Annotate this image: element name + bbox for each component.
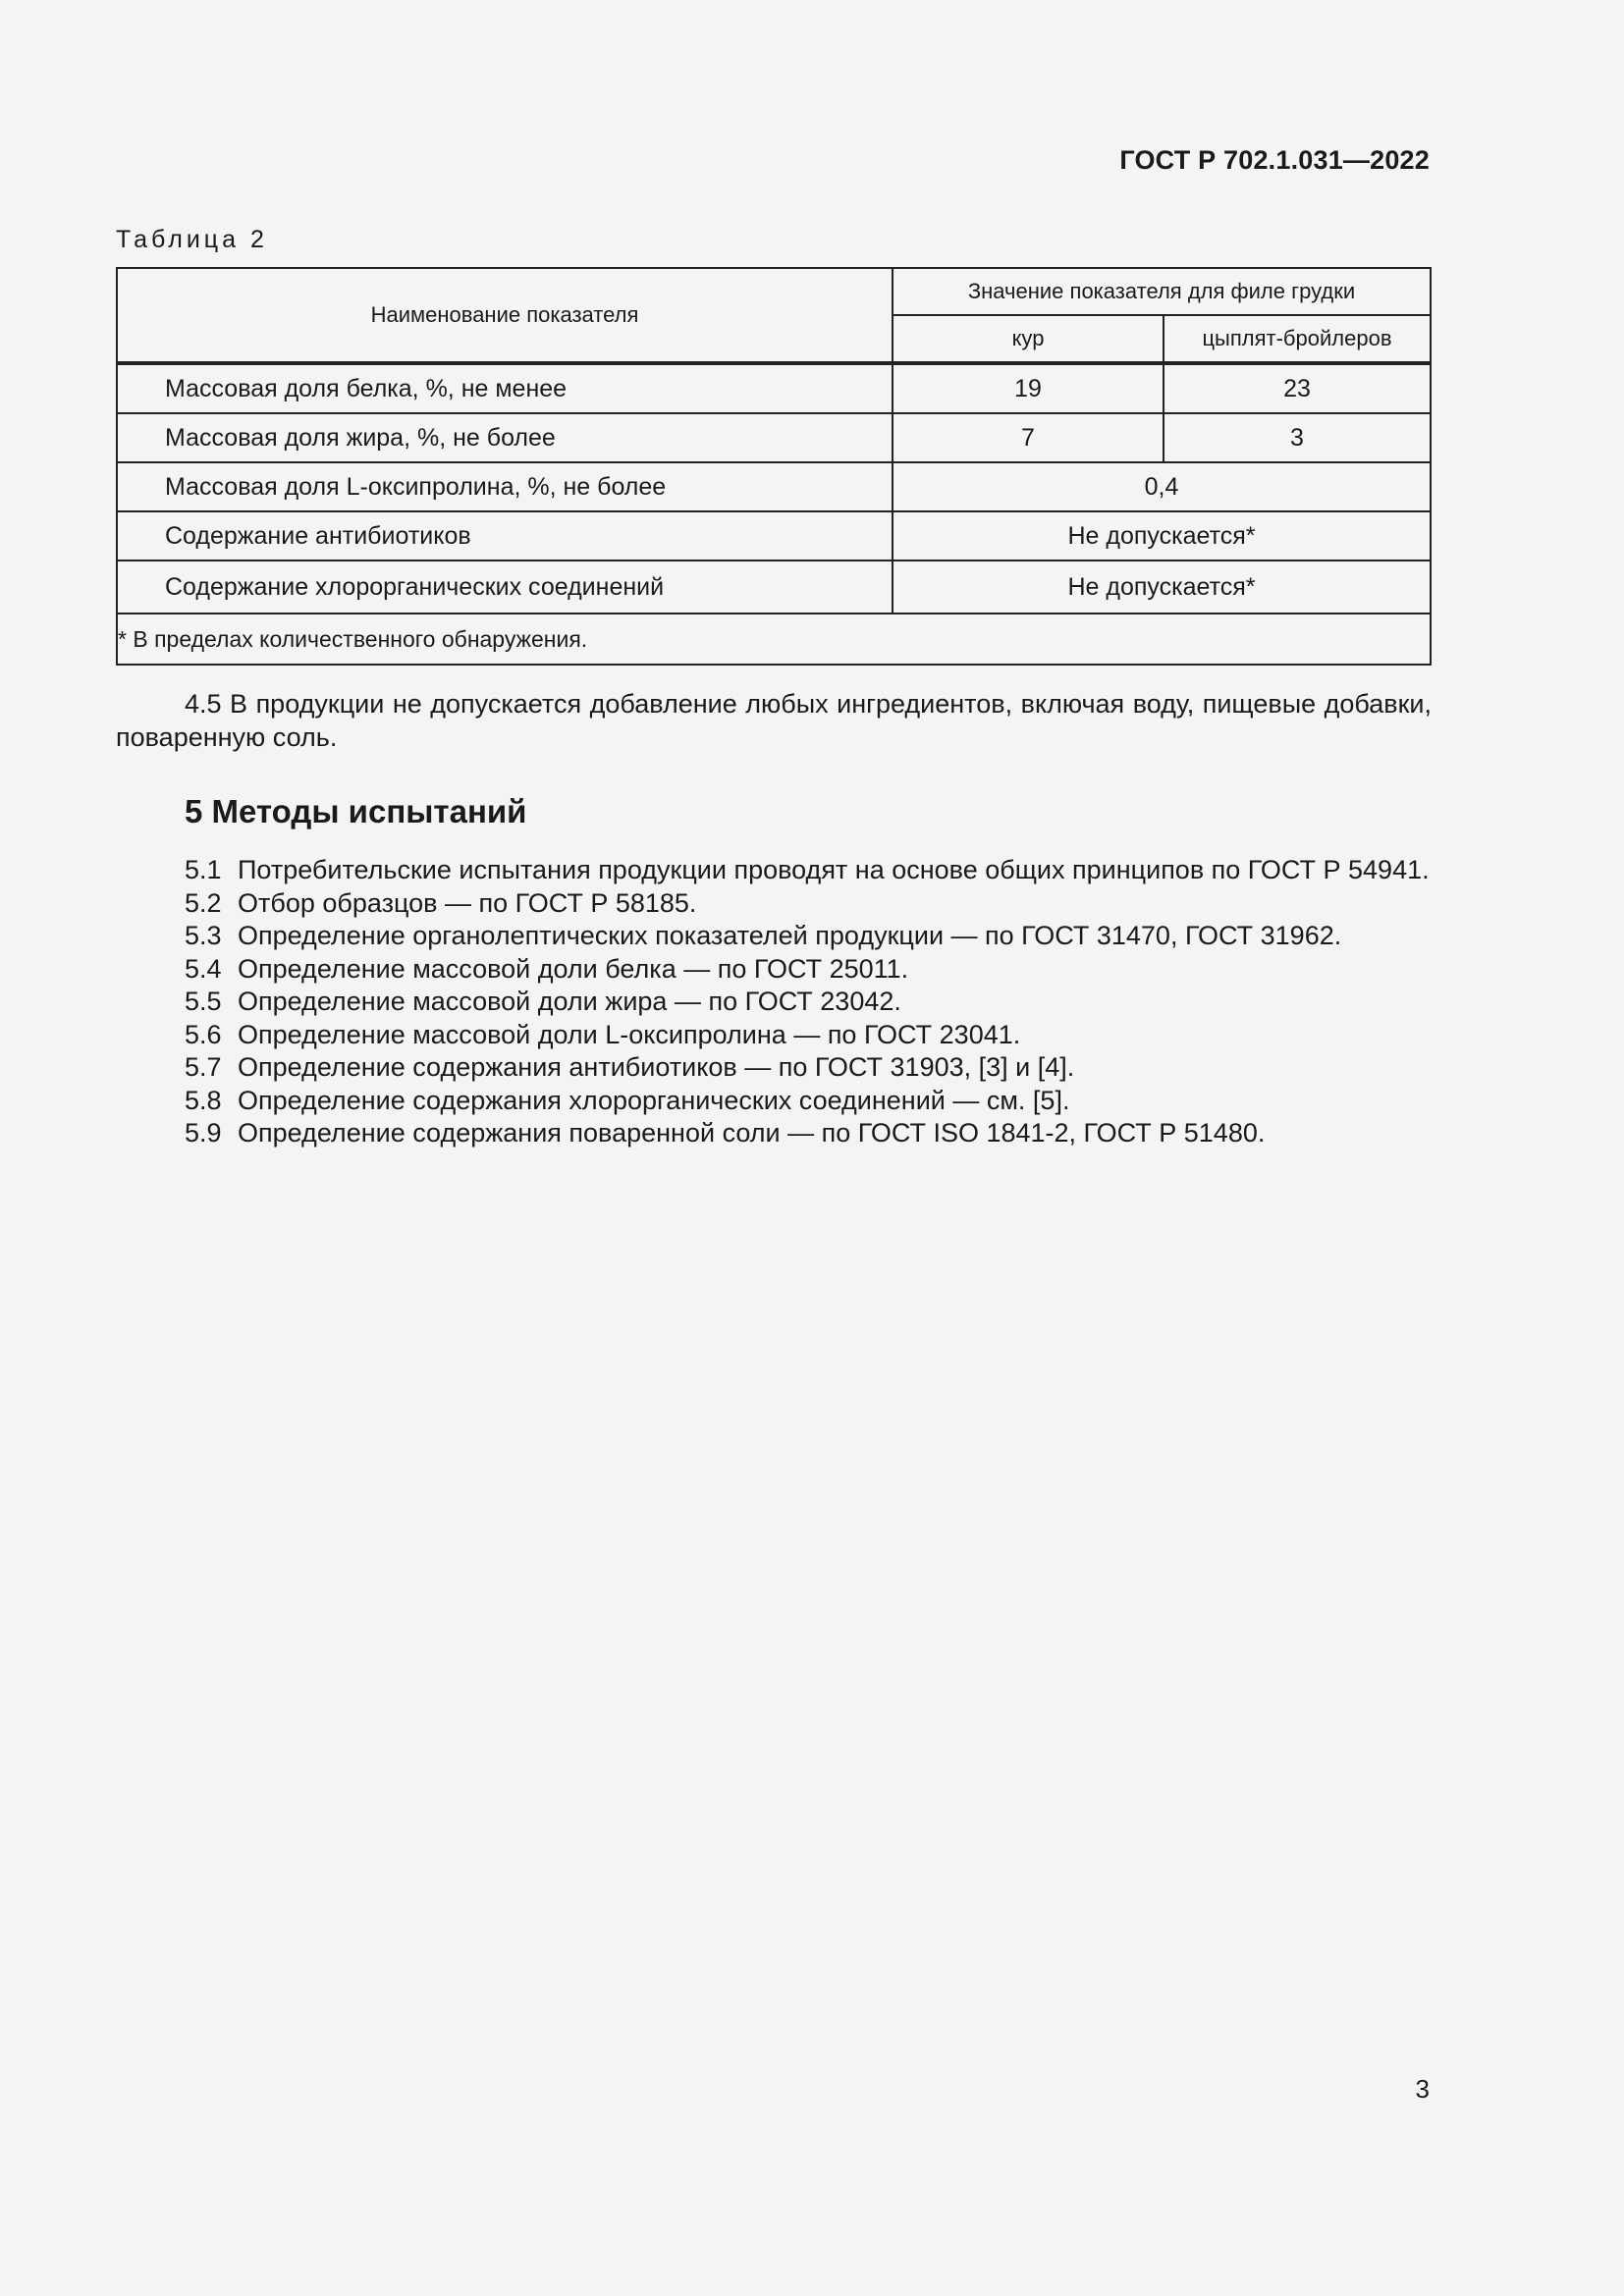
row-name: Массовая доля L-оксипролина, %, не более (117, 462, 893, 511)
list-item (185, 887, 1441, 921)
list-item (185, 986, 1441, 1019)
list-item-text: Определение содержания антибиотиков — по ГОСТ 31903, [3] и [4]. (238, 1052, 1075, 1082)
row-name: Содержание хлорорганических соединений (117, 561, 893, 614)
table-row (117, 462, 1431, 511)
row-value-hens: 19 (893, 363, 1164, 413)
table-caption: Таблица 2 (116, 226, 268, 253)
section-title: 5 Методы испытаний (185, 793, 527, 829)
methods-list (185, 854, 1441, 1150)
list-item-text: Определение содержания хлорорганических соединений — см. [5]. (238, 1085, 1070, 1115)
row-name: Массовая доля жира, %, не более (117, 413, 893, 462)
list-item-number: 5.6 (185, 1019, 222, 1049)
column-header-group: Значение показателя для филе грудки (893, 268, 1431, 315)
list-item-number: 5.8 (185, 1085, 222, 1115)
list-item (185, 854, 1441, 887)
row-value-broilers: 3 (1164, 413, 1431, 462)
table-row (117, 413, 1431, 462)
list-item (185, 1085, 1441, 1118)
row-value-merged: Не допускается* (893, 561, 1431, 614)
column-header-name: Наименование показателя (117, 268, 893, 363)
row-value-merged: Не допускается* (893, 511, 1431, 561)
list-item-text: Определение органолептических показателей продукции — по ГОСТ 31470, ГОСТ 31962. (238, 921, 1342, 950)
list-item-text: Потребительские испытания продукции проводят на основе общих принципов по ГОСТ Р 54941. (238, 855, 1430, 884)
list-item (185, 1019, 1441, 1052)
row-value-broilers: 23 (1164, 363, 1431, 413)
paragraph-4-5 (116, 687, 1432, 754)
list-item-number: 5.4 (185, 953, 222, 984)
table-row (117, 363, 1431, 413)
list-item-text: Определение массовой доли белка — по ГОСТ 25011. (238, 953, 909, 984)
page-number: 3 (1415, 2074, 1430, 2104)
table-row (117, 561, 1431, 614)
column-header-hens: кур (893, 315, 1164, 363)
list-item-number: 5.5 (185, 987, 222, 1016)
list-item (185, 1117, 1441, 1150)
list-item-number: 5.3 (185, 921, 222, 950)
list-item-text: Отбор образцов — по ГОСТ Р 58185. (238, 887, 697, 918)
list-item (185, 1051, 1441, 1085)
list-item-text: Определение массовой доли L-оксипролина — по ГОСТ 23041. (238, 1019, 1021, 1049)
column-header-broilers: цыплят-бройлеров (1164, 315, 1431, 363)
list-item-text: Определение массовой доли жира — по ГОСТ 23042. (238, 987, 901, 1016)
list-item (185, 953, 1441, 987)
list-item-number: 5.9 (185, 1118, 222, 1148)
table-footnote: * В пределах количественного обнаружения. (117, 614, 1431, 665)
row-value-hens: 7 (893, 413, 1164, 462)
row-name: Массовая доля белка, %, не менее (117, 363, 893, 413)
list-item-text: Определение содержания поваренной соли — по ГОСТ ISO 1841-2, ГОСТ Р 51480. (238, 1118, 1266, 1148)
list-item-number: 5.2 (185, 887, 222, 918)
document-id-header: ГОСТ Р 702.1.031—2022 (1119, 145, 1430, 175)
row-name: Содержание антибиотиков (117, 511, 893, 561)
list-item-number: 5.7 (185, 1052, 222, 1082)
paragraph-4-5-text: 4.5 В продукции не допускается добавление любых ингредиентов, включая воду, пищевые добавки, поваренную соль. (116, 689, 1432, 752)
list-item (185, 920, 1441, 953)
table-footnote-row (117, 614, 1431, 665)
row-value-merged: 0,4 (893, 462, 1431, 511)
table-row (117, 511, 1431, 561)
indicators-table (116, 267, 1432, 666)
list-item-number: 5.1 (185, 855, 222, 884)
